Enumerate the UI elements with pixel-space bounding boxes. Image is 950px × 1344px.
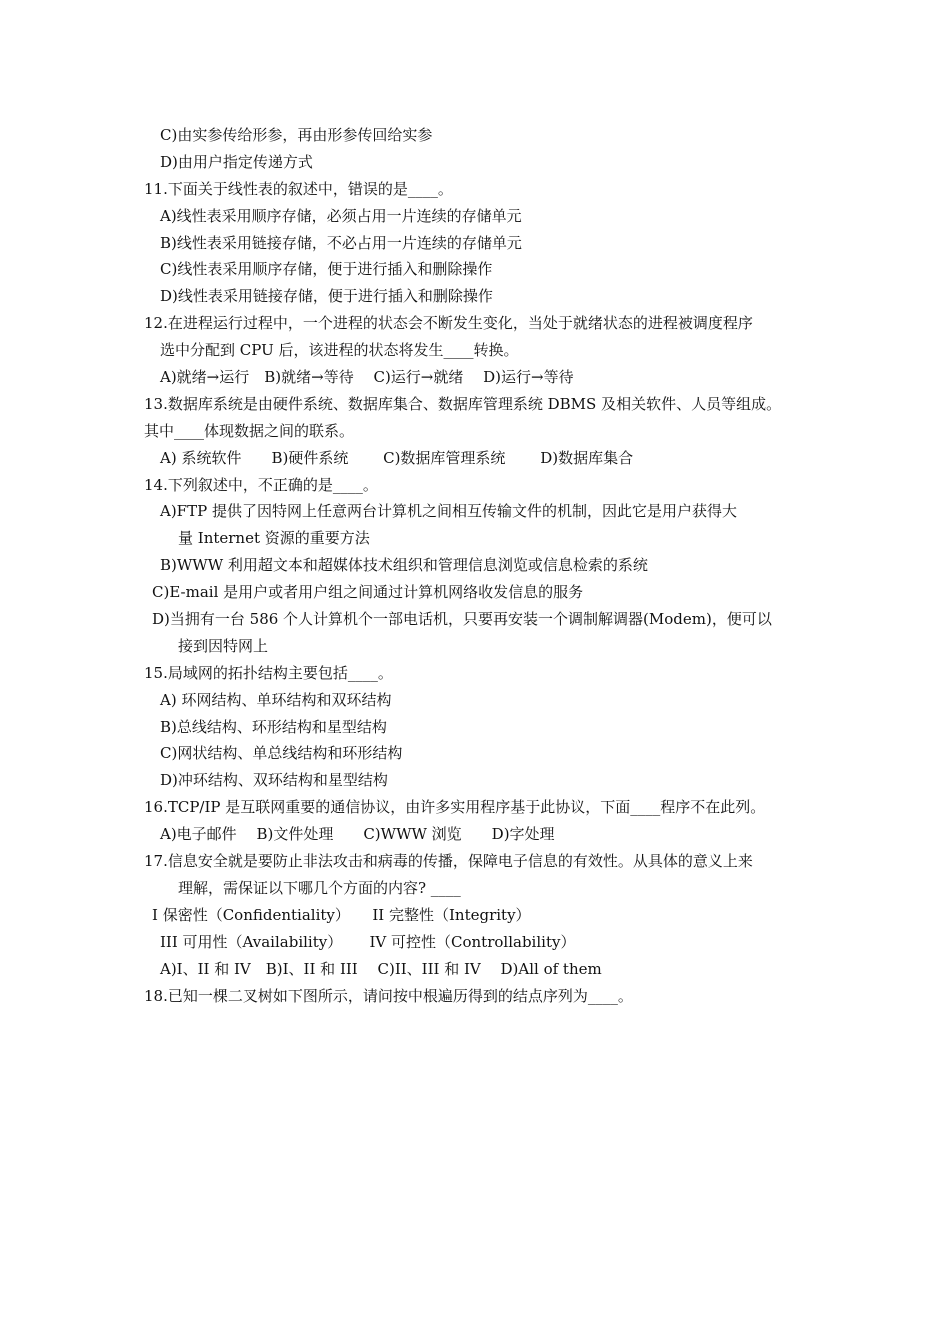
option-line: D)当拥有一台 586 个人计算机个一部电话机，只要再安装一个调制解调器(Modem)，便可以: [152, 610, 772, 629]
question-line: 11.下面关于线性表的叙述中，错误的是____。: [144, 179, 453, 198]
criteria-line: III 可用性（Availability） IV 可控性（Controllability）: [160, 932, 576, 951]
question-line: 14.下列叙述中，不正确的是____。: [144, 475, 378, 494]
question-line: 12.在进程运行过程中，一个进程的状态会不断发生变化，当处于就绪状态的进程被调度程序: [144, 314, 753, 333]
question-line: 18.已知一棵二叉树如下图所示，请问按中根遍历得到的结点序列为____。: [144, 986, 633, 1005]
option-line: A)线性表采用顺序存储，必须占用一片连续的存储单元: [160, 206, 522, 225]
option-line: D)冲环结构、双环结构和星型结构: [160, 771, 388, 790]
option-continuation-line: 接到因特网上: [178, 636, 269, 655]
question-line: 13.数据库系统是由硬件系统、数据库集合、数据库管理系统 DBMS 及相关软件、人员等组成。: [144, 394, 782, 413]
question-continuation-line: 选中分配到 CPU 后，该进程的状态将发生____转换。: [160, 341, 519, 360]
option-continuation-line: 量 Internet 资源的重要方法: [178, 529, 370, 548]
option-line: A)I、II 和 IV B)I、II 和 III C)II、III 和 IV D)All of them: [160, 959, 602, 978]
question-continuation-line: 理解，需保证以下哪几个方面的内容? ____: [178, 878, 461, 897]
question-line: 16.TCP/IP 是互联网重要的通信协议，由许多实用程序基于此协议，下面____程序不在此列。: [144, 798, 766, 817]
option-line: A)就绪→运行 B)就绪→等待 C)运行→就绪 D)运行→等待: [160, 368, 574, 387]
option-line: A) 系统软件 B)硬件系统 C)数据库管理系统 D)数据库集合: [160, 448, 634, 467]
option-line: A)电子邮件 B)文件处理 C)WWW 浏览 D)字处理: [160, 825, 555, 844]
question-line: 15.局域网的拓扑结构主要包括____。: [144, 663, 393, 682]
option-line: B)线性表采用链接存储，不必占用一片连续的存储单元: [160, 233, 522, 252]
question-continuation-line: 其中____体现数据之间的联系。: [144, 421, 355, 440]
option-line: C)E-mail 是用户或者用户组之间通过计算机网络收发信息的服务: [152, 583, 584, 602]
option-line: C)网状结构、单总线结构和环形结构: [160, 744, 403, 763]
option-line: C)由实参传给形参，再由形参传回给实参: [160, 126, 433, 144]
question-text-block: [144, 122, 834, 1009]
option-line: D)线性表采用链接存储，便于进行插入和删除操作: [160, 287, 493, 306]
option-line: D)由用户指定传递方式: [160, 152, 313, 171]
option-line: C)线性表采用顺序存储，便于进行插入和删除操作: [160, 260, 493, 279]
option-line: A)FTP 提供了因特网上任意两台计算机之间相互传输文件的机制，因此它是用户获得大: [160, 502, 737, 521]
option-line: B)WWW 利用超文本和超媒体技术组织和管理信息浏览或信息检索的系统: [160, 556, 648, 575]
option-line: B)总线结构、环形结构和星型结构: [160, 717, 387, 736]
option-line: A) 环网结构、单环结构和双环结构: [160, 690, 392, 709]
criteria-line: I 保密性（Confidentiality） II 完整性（Integrity）: [152, 905, 531, 924]
question-line: 17.信息安全就是要防止非法攻击和病毒的传播，保障电子信息的有效性。从具体的意义上来: [144, 852, 753, 871]
